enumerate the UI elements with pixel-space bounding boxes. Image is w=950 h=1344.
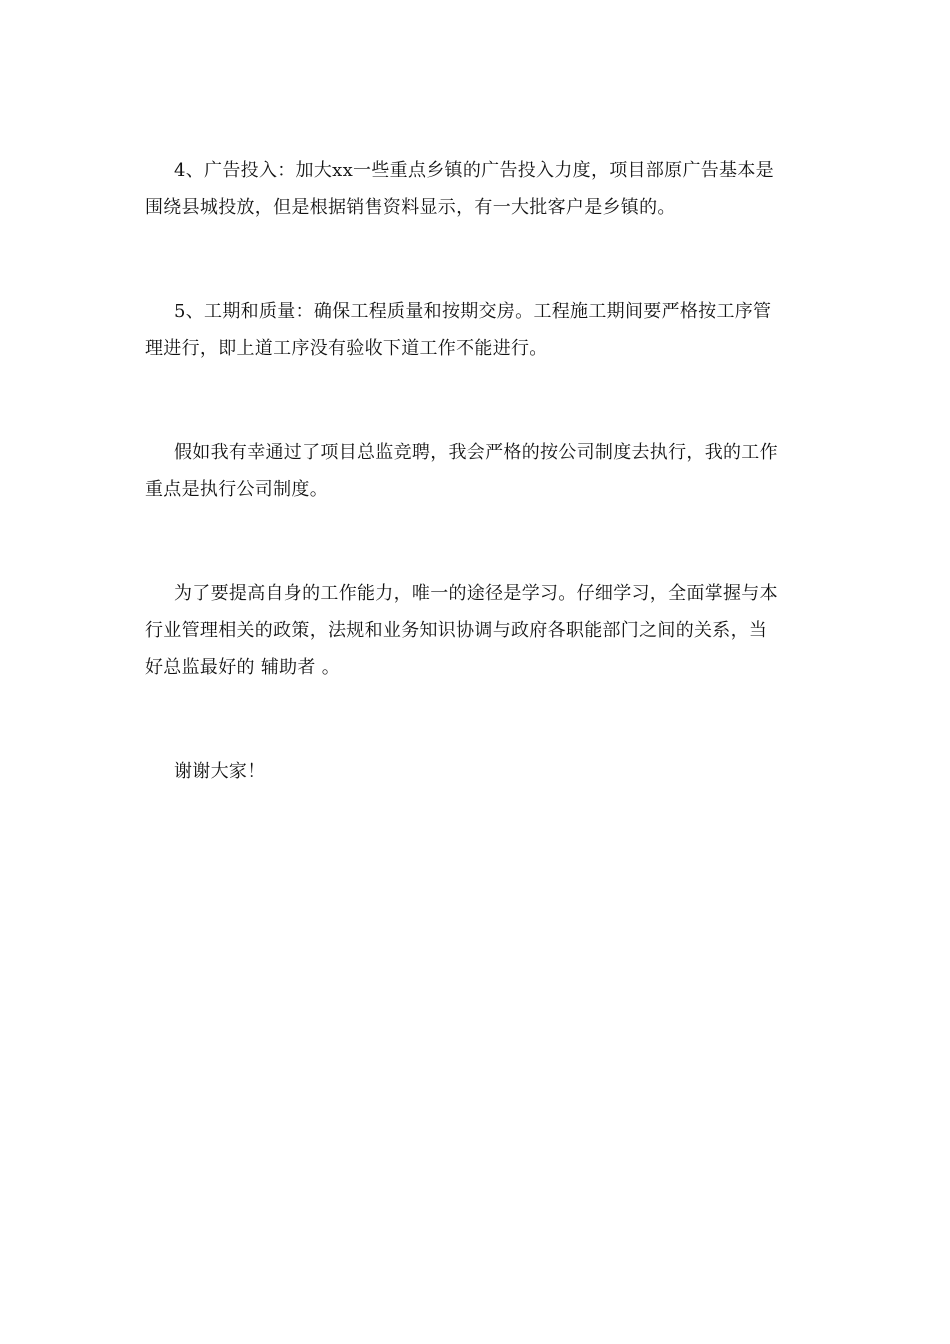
paragraph-line: 假如我有幸通过了项目总监竞聘，我会严格的按公司制度去执行，我的工作 bbox=[174, 442, 778, 463]
paragraph-line: 4、广告投入：加大xx一些重点乡镇的广告投入力度，项目部原广告基本是 bbox=[174, 160, 774, 181]
paragraph-line: 行业管理相关的政策，法规和业务知识协调与政府各职能部门之间的关系，当 bbox=[145, 620, 768, 641]
paragraph-line: 5、工期和质量：确保工程质量和按期交房。工程施工期间要严格按工序管 bbox=[174, 301, 772, 322]
paragraph-line: 为了要提高自身的工作能力，唯一的途径是学习。仔细学习，全面掌握与本 bbox=[174, 583, 778, 604]
paragraph-advertising bbox=[145, 152, 810, 226]
paragraph-line: 好总监最好的 辅助者 。 bbox=[145, 657, 341, 678]
paragraph-closing bbox=[145, 753, 810, 790]
paragraph-line: 围绕县城投放，但是根据销售资料显示，有一大批客户是乡镇的。 bbox=[145, 197, 676, 218]
paragraph-line: 重点是执行公司制度。 bbox=[145, 479, 328, 500]
paragraph-schedule-quality bbox=[145, 293, 810, 367]
paragraph-commitment bbox=[145, 434, 810, 508]
closing-thanks: 谢谢大家！ bbox=[174, 761, 266, 782]
paragraph-learning bbox=[145, 575, 810, 686]
paragraph-line: 理进行，即上道工序没有验收下道工作不能进行。 bbox=[145, 338, 548, 359]
